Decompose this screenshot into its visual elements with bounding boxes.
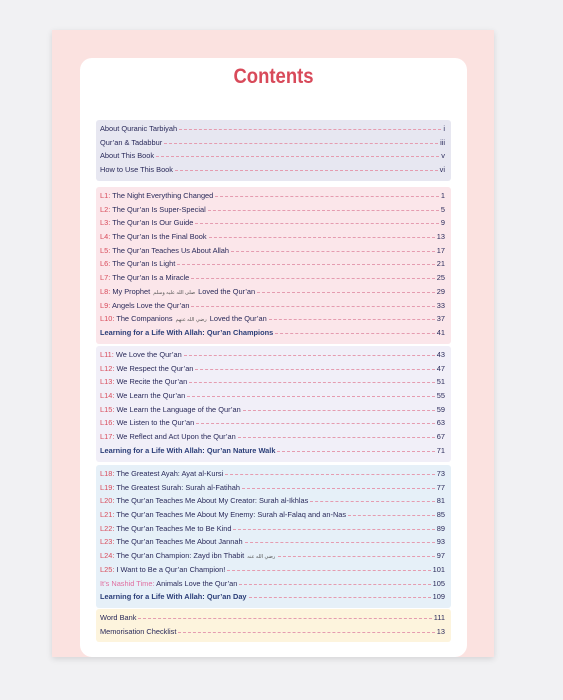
lesson-code: L12: [100, 363, 115, 373]
lesson-name: We Reflect and Act Upon the Qur’an [116, 432, 236, 442]
lesson-code: L1: [100, 191, 111, 200]
section-unit1 [96, 187, 451, 344]
lesson-name: The Qur’an Is Super-Special [112, 204, 206, 214]
lesson-name: The Greatest Surah: Surah al-Fatihah [116, 482, 240, 492]
lesson-code: Learning for a Life With Allah: [100, 445, 205, 455]
dotted-leader [275, 333, 435, 334]
page-number: 17 [436, 245, 445, 255]
dotted-leader [277, 451, 434, 452]
toc-entry[interactable] [100, 418, 445, 432]
toc-entry[interactable] [100, 328, 445, 342]
lesson-name-suffix: Loved the Qur’an [198, 286, 256, 296]
toc-entry-title [100, 592, 247, 601]
toc-entry[interactable] [100, 165, 445, 179]
toc-entry-title [100, 469, 223, 478]
toc-entry-title [100, 205, 206, 214]
section-unit2 [96, 346, 451, 462]
toc-entry-title [100, 138, 162, 147]
dotted-leader [175, 170, 438, 171]
lesson-name: We Listen to the Qur’an [116, 418, 195, 428]
page-number: 21 [436, 259, 445, 269]
page-number: 77 [436, 482, 445, 492]
dotted-leader [278, 556, 434, 557]
lesson-name: Animals Love the Qur’an [156, 578, 238, 588]
dotted-leader [195, 223, 438, 224]
toc-entry-title [100, 537, 243, 546]
lesson-code: L21: [100, 510, 115, 520]
toc-entry[interactable] [100, 405, 445, 419]
page-number: 33 [436, 300, 445, 310]
lesson-code: L13: [100, 377, 115, 387]
toc-entry[interactable] [100, 592, 445, 606]
toc-entry[interactable] [100, 287, 445, 301]
toc-entry[interactable] [100, 579, 445, 593]
lesson-name: The Qur’an Teaches Me to Be Kind [116, 523, 232, 533]
dotted-leader [156, 156, 439, 157]
page-number: 25 [436, 273, 445, 283]
lesson-code: L15: [100, 404, 115, 414]
toc-entry[interactable] [100, 613, 445, 627]
page-number: 111 [433, 613, 445, 622]
toc-entry[interactable] [100, 524, 445, 538]
lesson-code: It’s Nashid Time: [100, 578, 155, 588]
dotted-leader [184, 355, 435, 356]
toc-entry-title [100, 377, 187, 386]
lesson-name: The Qur’an Teaches Me About My Enemy: Surah al-Falaq and an-Nas [116, 510, 347, 520]
dotted-leader [191, 306, 434, 307]
toc-entry-title [100, 510, 346, 519]
page-number: iii [440, 137, 445, 147]
toc-entry-title [100, 191, 213, 200]
lesson-name: The Qur’an Champion: Zayd ibn Thabit [116, 551, 245, 561]
honorific-text: صلى الله عليه وسلم [153, 289, 196, 296]
toc-entry[interactable] [100, 446, 445, 460]
toc-entry[interactable] [100, 537, 445, 551]
toc-entry-title [100, 218, 193, 227]
page-number: 73 [436, 469, 445, 478]
toc-entry-title [100, 432, 236, 441]
dotted-leader [178, 632, 434, 633]
page-number: 109 [432, 592, 445, 602]
lesson-code: L14: [100, 391, 115, 401]
lesson-name: We Learn the Language of the Qur’an [116, 404, 241, 414]
toc-entry[interactable] [100, 191, 445, 205]
section-back [96, 609, 451, 642]
dotted-leader [249, 597, 431, 598]
page-number: 81 [436, 496, 445, 506]
page-number: 97 [436, 551, 445, 561]
lesson-code: L20: [100, 496, 115, 506]
page-number: 93 [436, 537, 445, 547]
toc-entry[interactable] [100, 627, 445, 641]
toc-entry-title [100, 314, 267, 323]
page-number: 71 [436, 445, 445, 455]
toc-entry-title [100, 124, 177, 133]
dotted-leader [348, 515, 435, 516]
dotted-leader [208, 210, 439, 211]
lesson-name: The Qur’an Teaches Me About My Creator: Surah al-Ikhlas [116, 496, 309, 506]
toc-entry-title [100, 165, 173, 174]
toc-entry-title [100, 287, 255, 296]
page-number: v [441, 151, 445, 161]
lesson-code: L4: [100, 232, 111, 242]
toc-entry-title [100, 364, 193, 373]
toc-entry[interactable] [100, 314, 445, 328]
page-title: Contents [233, 65, 314, 88]
lesson-name: Qur’an Nature Walk [206, 445, 276, 455]
lesson-name-suffix: Loved the Qur’an [209, 314, 267, 324]
toc-entry-title [100, 246, 229, 255]
page-number: 13 [436, 232, 445, 242]
dotted-leader [164, 143, 438, 144]
dotted-leader [209, 237, 435, 238]
dotted-leader [215, 196, 439, 197]
dotted-leader [257, 292, 435, 293]
lesson-name: The Greatest Ayah: Ayat al-Kursi [116, 469, 224, 478]
lesson-name: We Respect the Qur’an [116, 363, 194, 373]
page-number: 85 [436, 510, 445, 520]
toc-entry[interactable] [100, 432, 445, 446]
lesson-code: L8: [100, 286, 111, 296]
lesson-name: Qur’an & Tadabbur [100, 137, 163, 147]
page-number: 1 [440, 191, 445, 200]
lesson-code: L18: [100, 469, 115, 478]
toc-entry-title [100, 350, 182, 359]
lesson-name: The Companions [116, 314, 173, 324]
lesson-name: The Qur’an Teaches Us About Allah [112, 245, 230, 255]
lesson-code: L9: [100, 300, 111, 310]
page-number: 43 [436, 350, 445, 359]
dotted-leader [179, 129, 441, 130]
toc-entry[interactable] [100, 151, 445, 165]
toc-entry-title [100, 405, 241, 414]
page-number: 29 [436, 286, 445, 296]
lesson-name: Memorisation Checklist [100, 626, 177, 636]
dotted-leader [245, 542, 435, 543]
dotted-leader [189, 382, 435, 383]
lesson-name: The Qur’an Teaches Me About Jannah [116, 537, 243, 547]
toc-entry[interactable] [100, 565, 445, 579]
lesson-name: We Recite the Qur’an [116, 377, 188, 387]
lesson-name: The Qur’an Is the Final Book [112, 232, 207, 242]
dotted-leader [191, 278, 434, 279]
lesson-name: How to Use This Book [100, 165, 173, 175]
honorific-text: رضي الله عنهم [175, 317, 207, 324]
toc-entry[interactable] [100, 124, 445, 138]
page-number: 67 [436, 432, 445, 442]
dotted-leader [227, 570, 430, 571]
lesson-code: L16: [100, 418, 115, 428]
lesson-code: L7: [100, 273, 111, 283]
toc-entry[interactable] [100, 364, 445, 378]
toc-entry-title [100, 446, 275, 455]
lesson-code: L3: [100, 218, 111, 228]
lesson-code: L24: [100, 551, 115, 561]
toc-entry-title [100, 273, 189, 282]
lesson-code: L6: [100, 259, 111, 269]
page-number: vi [439, 165, 445, 175]
toc-entry-title [100, 328, 273, 337]
lesson-code: L10: [100, 314, 115, 324]
lesson-name: We Love the Qur’an [115, 350, 182, 359]
toc-entry[interactable] [100, 246, 445, 260]
toc-entry-title [100, 565, 225, 574]
dotted-leader [269, 319, 435, 320]
lesson-name: Qur’an Champions [206, 327, 274, 337]
lesson-name: Angels Love the Qur’an [111, 300, 190, 310]
contents-card [80, 58, 467, 657]
toc-entry-title [100, 627, 176, 636]
lesson-name: Word Bank [100, 613, 137, 622]
section-front [96, 120, 451, 181]
toc-entry[interactable] [100, 391, 445, 405]
lesson-name: The Night Everything Changed [112, 191, 214, 200]
toc-entry-title [100, 418, 194, 427]
dotted-leader [196, 423, 435, 424]
dotted-leader [225, 474, 435, 475]
toc-entry-title [100, 496, 308, 505]
lesson-name: We Learn the Qur’an [116, 391, 186, 401]
lesson-code: L17: [100, 432, 115, 442]
page-number: 89 [436, 523, 445, 533]
page-number: 5 [440, 204, 445, 214]
toc-entry-title [100, 259, 175, 268]
dotted-leader [138, 618, 431, 619]
lesson-name: The Qur’an Is Our Guide [112, 218, 194, 228]
toc-entry[interactable] [100, 138, 445, 152]
toc-entry-title [100, 483, 240, 492]
dotted-leader [195, 369, 434, 370]
page-number: 37 [436, 314, 445, 324]
lesson-code: L23: [100, 537, 115, 547]
lesson-name: I Want to Be a Qur’an Champion! [116, 564, 226, 574]
toc-entry[interactable] [100, 377, 445, 391]
dotted-leader [242, 488, 435, 489]
lesson-name: The Qur’an Is Light [112, 259, 176, 269]
toc-entry-title [100, 301, 189, 310]
lesson-name: About Quranic Tarbiyah [100, 124, 178, 133]
toc-entry-title [100, 391, 185, 400]
toc-entry[interactable] [100, 496, 445, 510]
toc-entry[interactable] [100, 232, 445, 246]
toc-entry[interactable] [100, 259, 445, 273]
lesson-code: L2: [100, 204, 111, 214]
dotted-leader [177, 264, 434, 265]
toc-entry-title [100, 579, 237, 588]
section-unit3 [96, 465, 451, 608]
toc-entry[interactable] [100, 205, 445, 219]
lesson-code: Learning for a Life With Allah: [100, 327, 205, 337]
toc-entry-title [100, 232, 207, 241]
book-page [52, 30, 494, 657]
dotted-leader [239, 584, 430, 585]
dotted-leader [233, 529, 434, 530]
toc-entry[interactable] [100, 483, 445, 497]
page-number: 101 [432, 564, 445, 574]
dotted-leader [310, 501, 434, 502]
toc-entry-title [100, 613, 136, 622]
page-number: 13 [436, 626, 445, 636]
page-number: 105 [432, 578, 445, 588]
toc-entry[interactable] [100, 551, 445, 565]
dotted-leader [243, 410, 435, 411]
toc-entry[interactable] [100, 350, 445, 364]
dotted-leader [238, 437, 435, 438]
toc-entry[interactable] [100, 218, 445, 232]
lesson-code: Learning for a Life With Allah: [100, 592, 205, 602]
toc-entry[interactable] [100, 510, 445, 524]
page-number: 51 [436, 377, 445, 387]
lesson-code: L19: [100, 482, 115, 492]
page-number: 47 [436, 363, 445, 373]
page-number: 9 [440, 218, 445, 228]
lesson-name: Qur’an Day [206, 592, 247, 602]
page-number: 63 [436, 418, 445, 428]
lesson-code: L22: [100, 523, 115, 533]
toc-entry[interactable] [100, 469, 445, 483]
page-number: i [443, 124, 445, 133]
toc-entry[interactable] [100, 301, 445, 315]
lesson-code: L5: [100, 245, 111, 255]
page-number: 41 [436, 327, 445, 337]
honorific-text: رضي الله عنه [247, 554, 276, 561]
page-number: 55 [436, 391, 445, 401]
lesson-code: L11: [100, 350, 114, 359]
lesson-name: The Qur’an Is a Miracle [112, 273, 190, 283]
toc-entry-title [100, 151, 154, 160]
toc-entry-title [100, 551, 276, 560]
toc-entry[interactable] [100, 273, 445, 287]
toc-entry-title [100, 524, 231, 533]
page-number: 59 [436, 404, 445, 414]
lesson-name: About This Book [100, 151, 155, 161]
dotted-leader [187, 396, 435, 397]
lesson-code: L25: [100, 564, 115, 574]
lesson-name: My Prophet [112, 286, 151, 296]
dotted-leader [231, 251, 435, 252]
